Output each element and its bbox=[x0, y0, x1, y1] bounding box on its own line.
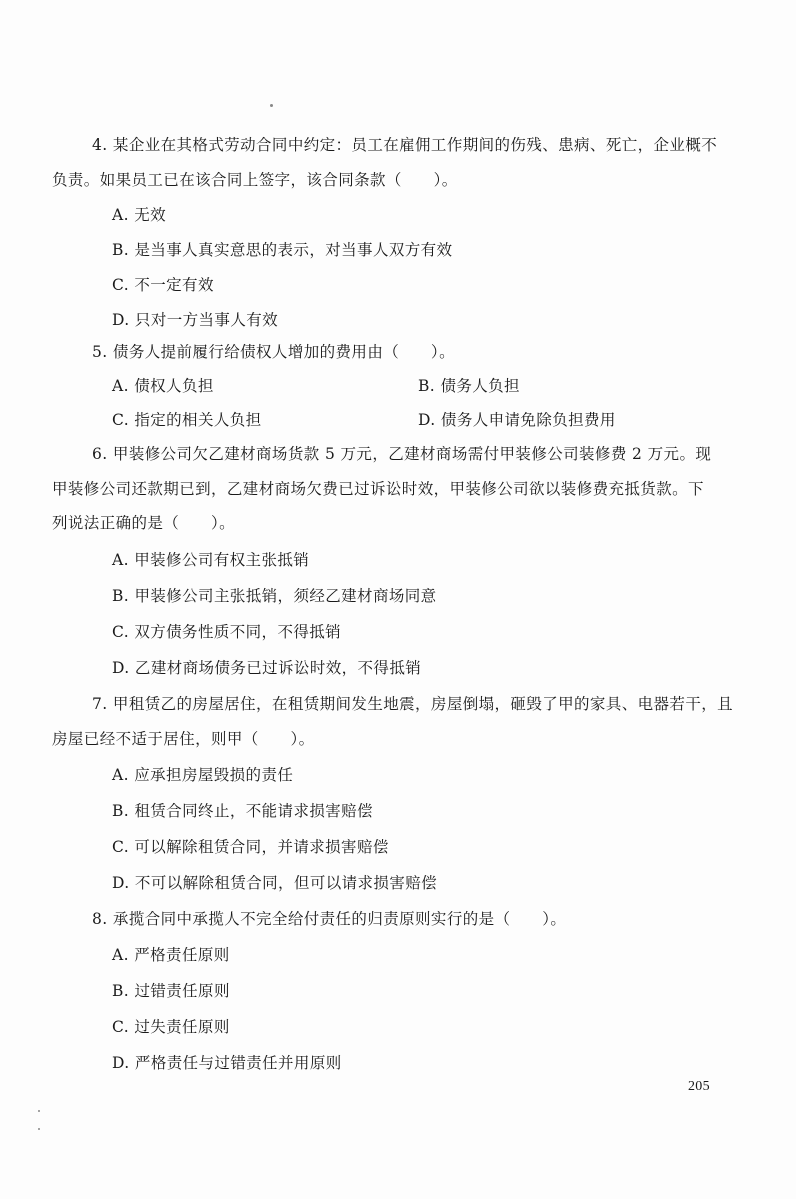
question-8-option-a: A. 严格责任原则 bbox=[112, 946, 230, 964]
question-5-option-d: D. 债务人申请免除负担费用 bbox=[418, 411, 616, 429]
question-8-option-b: B. 过错责任原则 bbox=[112, 982, 230, 1000]
scan-speck bbox=[38, 1110, 40, 1112]
question-7-stem-line-1: 7. 甲租赁乙的房屋居住，在租赁期间发生地震，房屋倒塌，砸毁了甲的家具、电器若干，且 bbox=[92, 695, 734, 713]
question-6-stem-line-3: 列说法正确的是（ ）。 bbox=[52, 514, 236, 532]
question-7-option-c: C. 可以解除租赁合同，并请求损害赔偿 bbox=[112, 838, 389, 856]
question-6-option-d: D. 乙建材商场债务已过诉讼时效，不得抵销 bbox=[112, 659, 422, 677]
scan-speck bbox=[38, 1128, 40, 1130]
question-6-stem-line-2: 甲装修公司还款期已到，乙建材商场欠费已过诉讼时效，甲装修公司欲以装修费充抵货款。下 bbox=[52, 480, 704, 498]
question-5-option-b: B. 债务人负担 bbox=[418, 377, 520, 395]
question-6-option-b: B. 甲装修公司主张抵销，须经乙建材商场同意 bbox=[112, 587, 437, 605]
question-7-stem-line-2: 房屋已经不适于居住，则甲（ ）。 bbox=[52, 730, 315, 748]
question-7-option-a: A. 应承担房屋毁损的责任 bbox=[112, 766, 294, 784]
question-5-option-a: A. 债权人负担 bbox=[112, 377, 214, 395]
question-4-option-c: C. 不一定有效 bbox=[112, 276, 214, 294]
page-number: 205 bbox=[688, 1079, 710, 1094]
question-7-option-b: B. 租赁合同终止，不能请求损害赔偿 bbox=[112, 802, 373, 820]
question-4-option-d: D. 只对一方当事人有效 bbox=[112, 311, 279, 329]
question-5-option-c: C. 指定的相关人负担 bbox=[112, 411, 262, 429]
question-6-option-a: A. 甲装修公司有权主张抵销 bbox=[112, 551, 310, 569]
question-8-option-d: D. 严格责任与过错责任并用原则 bbox=[112, 1054, 342, 1072]
question-4-option-b: B. 是当事人真实意思的表示，对当事人双方有效 bbox=[112, 241, 453, 259]
question-6-option-c: C. 双方债务性质不同，不得抵销 bbox=[112, 623, 342, 641]
question-8-option-c: C. 过失责任原则 bbox=[112, 1018, 230, 1036]
scan-speck bbox=[270, 104, 273, 107]
question-5-stem-line-1: 5. 债务人提前履行给债权人增加的费用由（ ）。 bbox=[92, 343, 455, 361]
question-4-stem-line-1: 4. 某企业在其格式劳动合同中约定：员工在雇佣工作期间的伤残、患病、死亡，企业概不 bbox=[92, 136, 718, 154]
question-8-stem-line-1: 8. 承揽合同中承揽人不完全给付责任的归责原则实行的是（ ）。 bbox=[92, 910, 567, 928]
question-4-option-a: A. 无效 bbox=[112, 206, 167, 224]
question-4-stem-line-2: 负责。如果员工已在该合同上签字，该合同条款（ ）。 bbox=[52, 171, 458, 189]
question-7-option-d: D. 不可以解除租赁合同，但可以请求损害赔偿 bbox=[112, 874, 438, 892]
question-6-stem-line-1: 6. 甲装修公司欠乙建材商场货款 5 万元，乙建材商场需付甲装修公司装修费 2 万元。现 bbox=[92, 445, 712, 463]
